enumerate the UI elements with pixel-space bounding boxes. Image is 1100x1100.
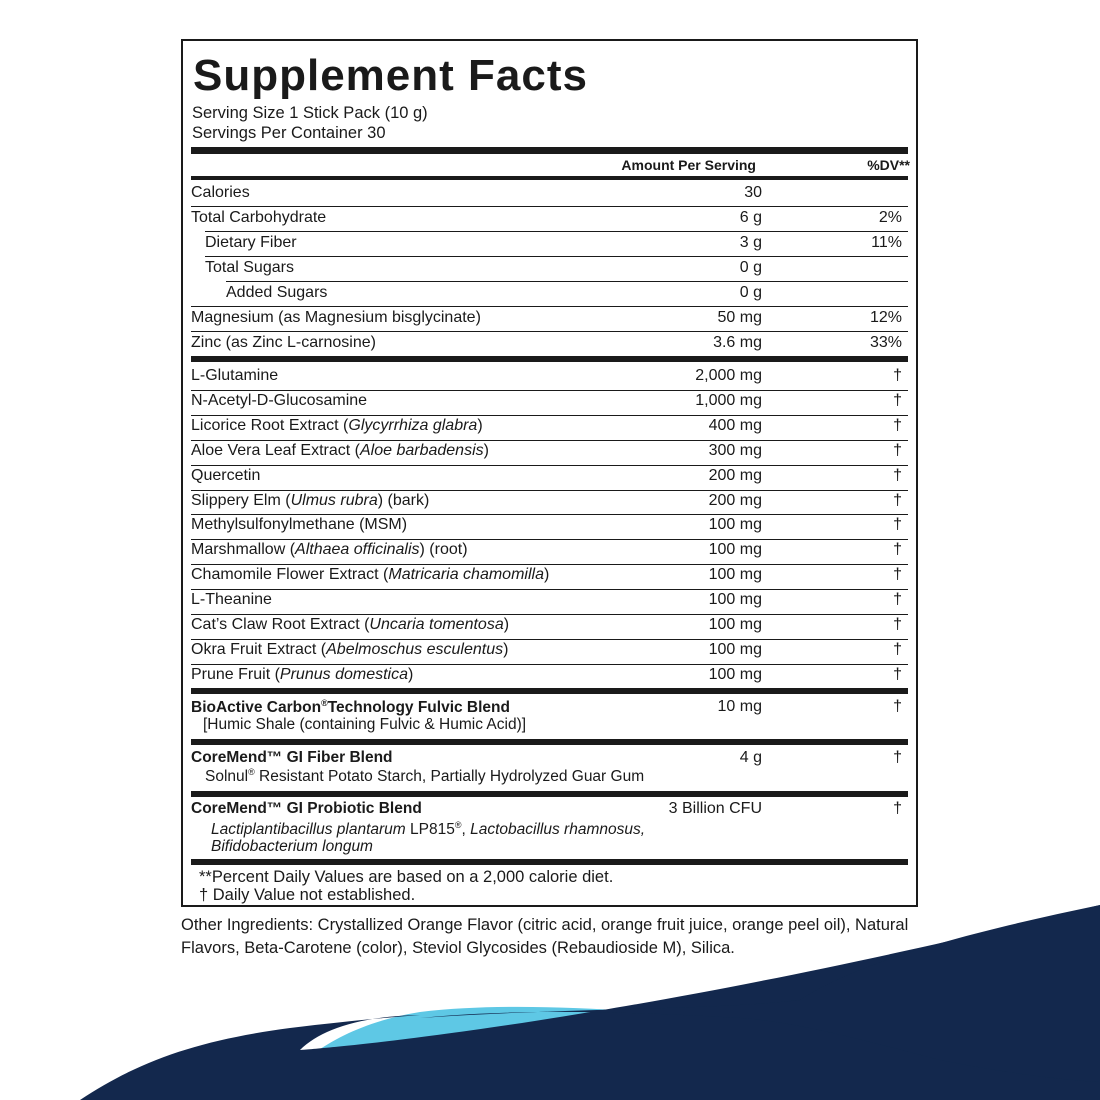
blend-components: [Humic Shale (containing Fulvic & Humic Acid)] bbox=[203, 716, 527, 733]
nutrient-amount: 0 g bbox=[739, 259, 762, 276]
ingredient-row bbox=[191, 439, 908, 463]
nutrient-row bbox=[191, 206, 908, 230]
ingredient-dv: † bbox=[893, 591, 902, 609]
thick-divider bbox=[191, 356, 908, 362]
ingredient-name: Prune Fruit (Prunus domestica) bbox=[191, 665, 414, 683]
ingredient-dv: † bbox=[893, 566, 902, 584]
row-rule bbox=[191, 440, 908, 441]
nutrient-name: Total Sugars bbox=[205, 259, 294, 276]
row-rule bbox=[191, 490, 908, 491]
ingredient-amount: 2,000 mg bbox=[695, 367, 762, 384]
ingredient-dv: † bbox=[893, 491, 902, 509]
ingredient-dv: † bbox=[893, 640, 902, 658]
ingredient-amount: 200 mg bbox=[708, 466, 762, 484]
ingredient-amount: 200 mg bbox=[708, 491, 762, 509]
nutrient-amount: 50 mg bbox=[717, 309, 762, 326]
blend-dv: † bbox=[893, 749, 902, 766]
ingredient-name: Aloe Vera Leaf Extract (Aloe barbadensis) bbox=[191, 441, 489, 459]
header-divider bbox=[191, 176, 908, 180]
ingredient-amount: 100 mg bbox=[708, 616, 762, 633]
ingredient-row bbox=[191, 663, 908, 687]
row-rule bbox=[191, 415, 908, 416]
nutrient-row bbox=[191, 256, 908, 280]
row-rule bbox=[191, 564, 908, 565]
blend-dv: † bbox=[893, 698, 902, 715]
row-rule bbox=[191, 465, 908, 466]
row-rule bbox=[191, 589, 908, 590]
row-rule bbox=[191, 614, 908, 615]
ingredient-amount: 100 mg bbox=[708, 566, 762, 584]
ingredient-dv: † bbox=[893, 616, 902, 633]
ingredient-row bbox=[191, 464, 908, 488]
row-rule bbox=[191, 390, 908, 391]
nutrient-amount: 3.6 mg bbox=[713, 334, 762, 351]
blend-name: CoreMend™ GI Probiotic Blend bbox=[191, 800, 422, 817]
nutrient-dv: 33% bbox=[869, 334, 902, 351]
ingredient-row bbox=[191, 389, 908, 413]
thick-divider bbox=[191, 147, 908, 154]
amount-per-serving-header: Amount Per Serving bbox=[621, 157, 756, 173]
panel-title: Supplement Facts bbox=[193, 51, 588, 100]
ingredient-amount: 100 mg bbox=[708, 640, 762, 658]
blend-dv: † bbox=[893, 800, 902, 817]
blend-name: BioActive Carbon bbox=[191, 699, 322, 716]
nutrient-name: Added Sugars bbox=[226, 284, 328, 301]
nutrient-dv: 12% bbox=[869, 309, 902, 326]
ingredient-name: Chamomile Flower Extract (Matricaria chamomilla) bbox=[191, 566, 550, 584]
probiotic-blend bbox=[191, 800, 908, 858]
nutrient-row bbox=[191, 281, 908, 305]
footnote-dagger: † Daily Value not established. bbox=[199, 886, 416, 904]
nutrient-dv: 11% bbox=[871, 234, 902, 251]
blend-components: Solnul® Resistant Potato Starch, Partially Hydrolyzed Guar Gum bbox=[205, 767, 645, 785]
row-rule bbox=[205, 231, 908, 232]
ingredient-row bbox=[191, 489, 908, 513]
ingredient-dv: † bbox=[893, 391, 902, 409]
ingredient-dv: † bbox=[893, 441, 902, 459]
ingredient-row bbox=[191, 638, 908, 662]
supplement-facts-panel bbox=[181, 39, 918, 907]
ingredient-amount: 100 mg bbox=[708, 665, 762, 683]
row-rule bbox=[191, 331, 908, 332]
ingredient-name: Licorice Root Extract (Glycyrrhiza glabra) bbox=[191, 416, 483, 434]
nutrient-name: Dietary Fiber bbox=[205, 234, 297, 251]
row-rule bbox=[191, 514, 908, 515]
blend-components-line2: Bifidobacterium longum bbox=[211, 838, 373, 855]
nutrient-amount: 0 g bbox=[739, 284, 762, 301]
nutrient-row bbox=[191, 306, 908, 330]
ingredient-name: Quercetin bbox=[191, 466, 261, 484]
row-rule bbox=[226, 281, 908, 282]
blend-amount: 4 g bbox=[739, 749, 762, 766]
ingredient-name: Methylsulfonylmethane (MSM) bbox=[191, 516, 408, 534]
ingredient-dv: † bbox=[893, 541, 902, 559]
ingredient-amount: 100 mg bbox=[708, 541, 762, 559]
row-rule bbox=[191, 539, 908, 540]
thick-divider bbox=[191, 859, 908, 865]
thick-divider bbox=[191, 739, 908, 745]
ingredient-name: Okra Fruit Extract (Abelmoschus esculentus) bbox=[191, 640, 509, 658]
ingredient-row bbox=[191, 414, 908, 438]
nutrient-row bbox=[191, 331, 908, 355]
row-rule bbox=[191, 206, 908, 207]
ingredient-row bbox=[191, 513, 908, 537]
row-rule bbox=[205, 256, 908, 257]
nutrient-row bbox=[191, 231, 908, 255]
row-rule bbox=[191, 306, 908, 307]
ingredient-name: Marshmallow (Althaea officinalis) (root) bbox=[191, 541, 468, 559]
blend-components: Lactiplantibacillus plantarum LP815®, Lactobacillus rhamnosus, bbox=[211, 820, 646, 838]
servings-per-container: Servings Per Container 30 bbox=[192, 124, 386, 142]
ingredient-amount: 100 mg bbox=[708, 591, 762, 609]
ingredient-dv: † bbox=[893, 665, 902, 683]
nutrient-dv: 2% bbox=[878, 209, 902, 226]
thick-divider bbox=[191, 791, 908, 797]
ingredient-amount: 100 mg bbox=[708, 516, 762, 534]
nutrient-name: Magnesium (as Magnesium bisglycinate) bbox=[191, 309, 481, 326]
thick-divider bbox=[191, 688, 908, 694]
other-ingredients: Other Ingredients: Crystallized Orange Flavor (citric acid, orange fruit juice, orange peel oil), Natural Flavors, Beta-Carotene (color), Steviol Glycosides (Rebaudioside M), Silica. bbox=[181, 916, 909, 957]
ingredient-amount: 300 mg bbox=[708, 441, 762, 459]
nutrient-amount: 6 g bbox=[739, 209, 762, 226]
ingredient-dv: † bbox=[893, 416, 902, 434]
blend-name: CoreMend™ GI Fiber Blend bbox=[191, 749, 393, 766]
ingredient-amount: 400 mg bbox=[708, 416, 762, 434]
nutrient-row bbox=[191, 181, 908, 205]
ingredient-row bbox=[191, 364, 908, 388]
nutrient-name: Zinc (as Zinc L-carnosine) bbox=[191, 334, 376, 351]
row-rule bbox=[191, 664, 908, 665]
ingredient-name: N-Acetyl-D-Glucosamine bbox=[191, 391, 368, 409]
footnote-dv: **Percent Daily Values are based on a 2,000 calorie diet. bbox=[199, 868, 614, 886]
ingredient-row bbox=[191, 538, 908, 562]
ingredient-row bbox=[191, 588, 908, 612]
nutrient-amount: 30 bbox=[744, 184, 762, 201]
ingredient-dv: † bbox=[893, 516, 902, 534]
nutrient-name: Calories bbox=[191, 184, 250, 201]
ingredient-name: Slippery Elm (Ulmus rubra) (bark) bbox=[191, 491, 430, 509]
dv-header: %DV** bbox=[867, 157, 910, 173]
ingredient-name: Cat’s Claw Root Extract (Uncaria tomentosa) bbox=[191, 616, 510, 633]
serving-size: Serving Size 1 Stick Pack (10 g) bbox=[192, 104, 428, 122]
blend-amount: 3 Billion CFU bbox=[668, 800, 762, 817]
ingredient-row bbox=[191, 563, 908, 587]
fiber-blend bbox=[191, 749, 908, 789]
ingredient-amount: 1,000 mg bbox=[695, 391, 762, 409]
ingredient-dv: † bbox=[893, 367, 902, 384]
ingredient-name: L-Glutamine bbox=[191, 367, 279, 384]
nutrient-name: Total Carbohydrate bbox=[191, 209, 327, 226]
row-rule bbox=[191, 639, 908, 640]
ingredient-row bbox=[191, 613, 908, 637]
nutrient-amount: 3 g bbox=[739, 234, 762, 251]
ingredient-name: L-Theanine bbox=[191, 591, 272, 609]
ingredient-dv: † bbox=[893, 466, 902, 484]
blend-amount: 10 mg bbox=[717, 698, 762, 715]
fulvic-blend: BioActive Carbon®Technology Fulvic Blend [Humic Shale (containing Fulvic & Humic Acid)] 10 mg † bbox=[191, 698, 902, 733]
